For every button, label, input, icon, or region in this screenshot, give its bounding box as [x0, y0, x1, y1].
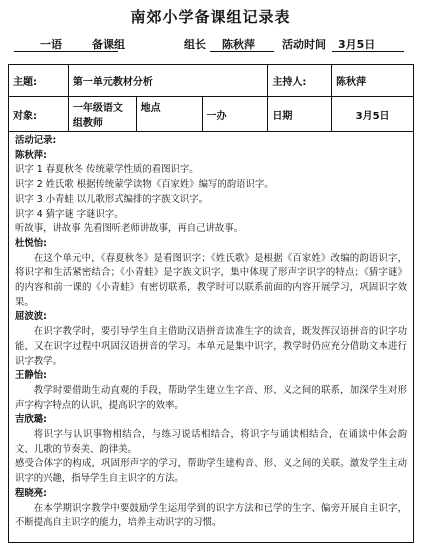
record-paragraph: 教学时要借助生动直观的手段，帮助学生建立生字音、形、义之间的联系，加深学生对形声字构字特点的认识，提高识字的效率。 — [15, 384, 407, 411]
date-label: 日期 — [268, 97, 332, 132]
speaker-name: 程晓亮: — [15, 487, 47, 499]
record-paragraph: 在本学期识字教学中要鼓励学生运用学到的识字方法和已学的生字、偏旁开展自主识字，不断提高自主识字的能力，培养主动识字的习惯。 — [15, 502, 407, 529]
record-heading: 活动记录: — [15, 135, 57, 146]
target-label: 对象: — [9, 97, 69, 132]
record-paragraph: 感受合体字的构成，巩固形声字的学习，帮助学生建构音、形、义之间的关联。激发学生主动识字的兴趣，指导学生自主识字的方法。 — [15, 458, 407, 485]
record-line: 听故事，讲故事 先看图听老师讲故事，再自己讲故事。 — [15, 223, 243, 235]
place-label: 地点 — [136, 97, 202, 132]
record-paragraph: 在识字教学时，要引导学生自主借助汉语拼音读准生字的读音，既发挥汉语拼音的识字功能，又在识字过程中巩固汉语拼音的学习。本单元是集中识字，教学时仍应充分借助文本进行识字教学。 — [15, 326, 407, 367]
speaker-name: 杜悦怡: — [15, 237, 47, 249]
target-value: 一年级语文组教师 — [68, 97, 136, 132]
host-label: 主持人: — [268, 65, 332, 97]
record-line: 识字 3 小青蛙 以儿歌形式编排的字族文识字。 — [15, 193, 209, 205]
meta-table — [8, 64, 414, 132]
speaker-name: 王静怡: — [15, 370, 47, 382]
speaker-name: 屈波波: — [15, 311, 47, 323]
subject-name: 一语 — [40, 38, 62, 51]
group-info-line — [14, 36, 409, 54]
topic-label: 主题: — [9, 65, 69, 97]
activity-record — [8, 131, 414, 543]
record-paragraph: 将识字与认识事物相结合，与练习说话相结合，将识字与诵读相结合，在诵读中体会韵文、儿歌的节奏美、韵律美。 — [15, 429, 407, 455]
record-line: 识字 4 猜字谜 字谜识字。 — [15, 208, 124, 220]
time-value: 3月5日 — [338, 38, 376, 51]
leader-label: 组长 — [184, 38, 206, 51]
record-line: 识字 2 姓氏歌 根据传统蒙学读物《百家姓》编写的韵语识字。 — [15, 179, 274, 191]
host-value: 陈秋萍 — [332, 65, 414, 97]
speaker-name: 陈秋萍: — [15, 149, 47, 161]
record-paragraph: 在这个单元中，《春夏秋冬》是看图识字；《姓氏歌》是根据《百家姓》改编的韵语识字，将识字和生活紧密结合；《小青蛙》是字族文识字，集中体现了形声字识字的特点；《猜字谜》的内容和前一课的《小青蛙》有密切联系，教学时可以联系前面的内容开展学习，巩固识字效果。 — [15, 252, 407, 308]
record-line: 识字 1 春夏秋冬 传统蒙学性质的看图识字。 — [15, 164, 199, 176]
page-title: 南郊小学备课组记录表 — [130, 8, 291, 26]
leader-name: 陈秋萍 — [222, 38, 255, 51]
group-suffix: 备课组 — [92, 38, 125, 51]
topic-value: 第一单元教材分析 — [68, 65, 267, 97]
speaker-name: 吉欣璐: — [15, 414, 47, 426]
date-value: 3月5日 — [332, 97, 414, 132]
time-label: 活动时间 — [282, 38, 326, 51]
place-value: 一办 — [202, 97, 268, 132]
